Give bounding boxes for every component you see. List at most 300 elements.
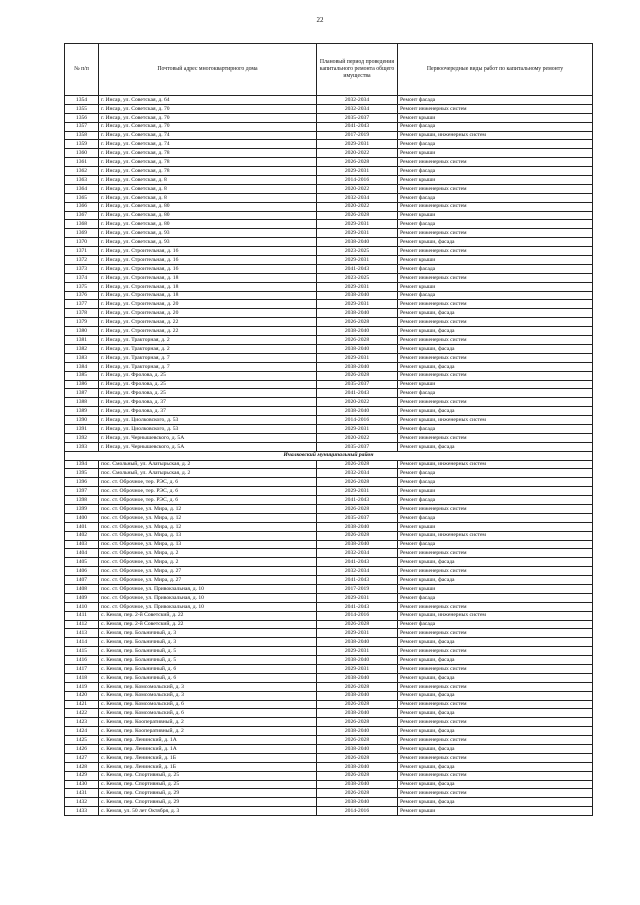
row-period: 2038-2040 bbox=[317, 691, 398, 700]
row-works: Ремонт крыши, фасада bbox=[398, 442, 593, 451]
table-row bbox=[65, 504, 593, 513]
table-row bbox=[65, 753, 593, 762]
row-address: г. Инсар, ул. Строительная, д. 22 bbox=[99, 318, 317, 327]
table-row bbox=[65, 264, 593, 273]
row-number: 1414 bbox=[65, 638, 99, 647]
row-number: 1361 bbox=[65, 158, 99, 167]
row-address: г. Инсар, ул. Чернышевского, д. 5А bbox=[99, 433, 317, 442]
row-number: 1376 bbox=[65, 291, 99, 300]
row-number: 1417 bbox=[65, 665, 99, 674]
table-row bbox=[65, 745, 593, 754]
table-row bbox=[65, 727, 593, 736]
table-row bbox=[65, 167, 593, 176]
row-address: г. Инсар, ул. Тракторная, д. 2 bbox=[99, 344, 317, 353]
row-address: с. Кемля, пер. Больничный, д. 6 bbox=[99, 665, 317, 674]
row-number: 1364 bbox=[65, 184, 99, 193]
row-number: 1385 bbox=[65, 371, 99, 380]
row-works: Ремонт крыши bbox=[398, 256, 593, 265]
row-works: Ремонт крыши, фасада bbox=[398, 238, 593, 247]
row-address: с. Кемля, пер. Ленинский, д. 1А bbox=[99, 745, 317, 754]
row-number: 1372 bbox=[65, 256, 99, 265]
row-period: 2026-2028 bbox=[317, 620, 398, 629]
table-row bbox=[65, 371, 593, 380]
row-number: 1413 bbox=[65, 629, 99, 638]
row-number: 1383 bbox=[65, 353, 99, 362]
row-works: Ремонт крыши bbox=[398, 113, 593, 122]
row-works: Ремонт инженерных систем bbox=[398, 549, 593, 558]
row-address: пос. ст. Оброчное, ул. Мира, д. 13 bbox=[99, 531, 317, 540]
row-address: пос. Смольный, ул. Алатырьская, д. 2 bbox=[99, 460, 317, 469]
row-number: 1390 bbox=[65, 416, 99, 425]
table-row bbox=[65, 353, 593, 362]
row-period: 2041-2043 bbox=[317, 558, 398, 567]
row-number: 1359 bbox=[65, 140, 99, 149]
row-number: 1393 bbox=[65, 442, 99, 451]
table-row bbox=[65, 220, 593, 229]
row-works: Ремонт крыши, инженерных систем bbox=[398, 460, 593, 469]
row-period: 2038-2040 bbox=[317, 540, 398, 549]
table-row bbox=[65, 736, 593, 745]
capital-repair-table bbox=[64, 43, 593, 816]
table-row bbox=[65, 469, 593, 478]
row-period: 2041-2043 bbox=[317, 264, 398, 273]
row-number: 1401 bbox=[65, 522, 99, 531]
row-number: 1404 bbox=[65, 549, 99, 558]
row-address: с. Кемля, пер. Спортивный, д. 25 bbox=[99, 771, 317, 780]
row-period: 2014-2016 bbox=[317, 176, 398, 185]
row-address: г. Инсар, ул. Советская, д. 80 bbox=[99, 220, 317, 229]
row-number: 1389 bbox=[65, 407, 99, 416]
row-address: пос. ст. Оброчное, тер. РЭС, д. 6 bbox=[99, 487, 317, 496]
table-row bbox=[65, 291, 593, 300]
row-number: 1406 bbox=[65, 567, 99, 576]
row-period: 2029-2031 bbox=[317, 220, 398, 229]
row-address: с. Кемля, пер. Комсомольский, д. 6 bbox=[99, 709, 317, 718]
row-address: г. Инсар, ул. Советская, д. 70 bbox=[99, 113, 317, 122]
row-works: Ремонт крыши, фасада bbox=[398, 407, 593, 416]
row-address: пос. ст. Оброчное, ул. Привокзальная, д. 10 bbox=[99, 602, 317, 611]
row-address: г. Инсар, ул. Тракторная, д. 7 bbox=[99, 362, 317, 371]
row-number: 1433 bbox=[65, 807, 99, 816]
table-row bbox=[65, 113, 593, 122]
row-address: г. Инсар, ул. Строительная, д. 16 bbox=[99, 256, 317, 265]
row-address: пос. ст. Оброчное, ул. Мира, д. 27 bbox=[99, 567, 317, 576]
table-row bbox=[65, 656, 593, 665]
row-period: 2038-2040 bbox=[317, 798, 398, 807]
row-works: Ремонт инженерных систем bbox=[398, 736, 593, 745]
row-number: 1354 bbox=[65, 96, 99, 105]
row-number: 1398 bbox=[65, 496, 99, 505]
row-period: 2020-2022 bbox=[317, 149, 398, 158]
row-period: 2014-2016 bbox=[317, 611, 398, 620]
table-row bbox=[65, 416, 593, 425]
row-period: 2026-2028 bbox=[317, 318, 398, 327]
row-works: Ремонт инженерных систем bbox=[398, 353, 593, 362]
row-address: с. Кемля, пер. Больничный, д. 5 bbox=[99, 656, 317, 665]
row-period: 2014-2016 bbox=[317, 416, 398, 425]
row-period: 2038-2040 bbox=[317, 407, 398, 416]
row-number: 1425 bbox=[65, 736, 99, 745]
row-period: 2020-2022 bbox=[317, 398, 398, 407]
table-row bbox=[65, 149, 593, 158]
table-row bbox=[65, 558, 593, 567]
row-period: 2020-2022 bbox=[317, 433, 398, 442]
row-works: Ремонт крыши bbox=[398, 380, 593, 389]
row-address: г. Инсар, ул. Строительная, д. 20 bbox=[99, 309, 317, 318]
row-works: Ремонт инженерных систем bbox=[398, 247, 593, 256]
row-address: г. Инсар, ул. Строительная, д. 18 bbox=[99, 291, 317, 300]
row-period: 2041-2043 bbox=[317, 122, 398, 131]
row-works: Ремонт крыши, фасада bbox=[398, 673, 593, 682]
table-row bbox=[65, 389, 593, 398]
row-works: Ремонт крыши bbox=[398, 522, 593, 531]
row-period: 2029-2031 bbox=[317, 229, 398, 238]
table-row bbox=[65, 193, 593, 202]
row-number: 1368 bbox=[65, 220, 99, 229]
row-number: 1392 bbox=[65, 433, 99, 442]
row-works: Ремонт инженерных систем bbox=[398, 273, 593, 282]
row-number: 1375 bbox=[65, 282, 99, 291]
row-works: Ремонт инженерных систем bbox=[398, 433, 593, 442]
row-number: 1394 bbox=[65, 460, 99, 469]
table-row bbox=[65, 593, 593, 602]
row-period: 2038-2040 bbox=[317, 709, 398, 718]
row-works: Ремонт крыши, инженерных систем bbox=[398, 131, 593, 140]
row-number: 1410 bbox=[65, 602, 99, 611]
row-number: 1428 bbox=[65, 762, 99, 771]
table-row bbox=[65, 602, 593, 611]
row-works: Ремонт крыши bbox=[398, 282, 593, 291]
table-row bbox=[65, 256, 593, 265]
row-address: с. Кемля, пер. Комсомольский, д. 3 bbox=[99, 682, 317, 691]
row-address: г. Инсар, ул. Чернышевского, д. 5А bbox=[99, 442, 317, 451]
table-row bbox=[65, 638, 593, 647]
row-period: 2038-2040 bbox=[317, 291, 398, 300]
row-address: г. Инсар, ул. Фролова, д. 37 bbox=[99, 398, 317, 407]
row-works: Ремонт инженерных систем bbox=[398, 567, 593, 576]
row-address: с. Кемля, пер. Ленинский, д. 1Б bbox=[99, 753, 317, 762]
row-period: 2017-2019 bbox=[317, 131, 398, 140]
row-period: 2041-2043 bbox=[317, 389, 398, 398]
row-address: с. Кемля, пер. Больничный, д. 5 bbox=[99, 647, 317, 656]
row-address: пос. ст. Оброчное, ул. Мира, д. 2 bbox=[99, 558, 317, 567]
row-works: Ремонт инженерных систем bbox=[398, 789, 593, 798]
row-number: 1358 bbox=[65, 131, 99, 140]
row-period: 2026-2028 bbox=[317, 531, 398, 540]
row-period: 2029-2031 bbox=[317, 300, 398, 309]
table-row bbox=[65, 176, 593, 185]
row-period: 2038-2040 bbox=[317, 238, 398, 247]
row-address: с. Кемля, пер. Спортивный, д. 29 bbox=[99, 789, 317, 798]
row-number: 1412 bbox=[65, 620, 99, 629]
row-period: 2026-2028 bbox=[317, 789, 398, 798]
table-row bbox=[65, 513, 593, 522]
row-number: 1430 bbox=[65, 780, 99, 789]
table-header-row bbox=[65, 44, 593, 96]
row-works: Ремонт крыши, фасада bbox=[398, 576, 593, 585]
row-period: 2026-2028 bbox=[317, 736, 398, 745]
row-works: Ремонт инженерных систем bbox=[398, 504, 593, 513]
row-works: Ремонт фасада bbox=[398, 389, 593, 398]
row-works: Ремонт фасада bbox=[398, 513, 593, 522]
row-period: 2038-2040 bbox=[317, 745, 398, 754]
row-works: Ремонт инженерных систем bbox=[398, 629, 593, 638]
row-period: 2035-2037 bbox=[317, 113, 398, 122]
row-works: Ремонт инженерных систем bbox=[398, 300, 593, 309]
row-number: 1419 bbox=[65, 682, 99, 691]
row-works: Ремонт фасада bbox=[398, 291, 593, 300]
table-row bbox=[65, 780, 593, 789]
row-period: 2026-2028 bbox=[317, 158, 398, 167]
row-address: г. Инсар, ул. Советская, д. 70 bbox=[99, 104, 317, 113]
section-title: Ичалковский муниципальный район bbox=[65, 451, 593, 460]
row-number: 1360 bbox=[65, 149, 99, 158]
row-period: 2029-2031 bbox=[317, 140, 398, 149]
row-period: 2029-2031 bbox=[317, 167, 398, 176]
row-works: Ремонт инженерных систем bbox=[398, 682, 593, 691]
table-row bbox=[65, 487, 593, 496]
table-row bbox=[65, 629, 593, 638]
row-number: 1386 bbox=[65, 380, 99, 389]
row-period: 2029-2031 bbox=[317, 593, 398, 602]
row-period: 2038-2040 bbox=[317, 727, 398, 736]
row-number: 1427 bbox=[65, 753, 99, 762]
table-row bbox=[65, 104, 593, 113]
row-works: Ремонт инженерных систем bbox=[398, 371, 593, 380]
row-period: 2026-2028 bbox=[317, 371, 398, 380]
row-period: 2038-2040 bbox=[317, 762, 398, 771]
table-row bbox=[65, 273, 593, 282]
row-number: 1381 bbox=[65, 336, 99, 345]
row-period: 2038-2040 bbox=[317, 309, 398, 318]
row-period: 2029-2031 bbox=[317, 353, 398, 362]
row-period: 2026-2028 bbox=[317, 336, 398, 345]
header-address: Почтовый адрес многоквартирного дома bbox=[99, 44, 317, 96]
row-address: г. Инсар, ул. Циолковского, д. 53 bbox=[99, 424, 317, 433]
row-number: 1416 bbox=[65, 656, 99, 665]
row-works: Ремонт крыши, инженерных систем bbox=[398, 416, 593, 425]
row-number: 1402 bbox=[65, 531, 99, 540]
row-period: 2038-2040 bbox=[317, 673, 398, 682]
row-address: г. Инсар, ул. Тракторная, д. 7 bbox=[99, 353, 317, 362]
table-row bbox=[65, 229, 593, 238]
row-address: г. Инсар, ул. Советская, д. 80 bbox=[99, 211, 317, 220]
row-address: пос. ст. Оброчное, ул. Мира, д. 12 bbox=[99, 522, 317, 531]
row-works: Ремонт крыши, фасада bbox=[398, 327, 593, 336]
header-number: № п/п bbox=[65, 44, 99, 96]
row-works: Ремонт инженерных систем bbox=[398, 229, 593, 238]
table-row bbox=[65, 691, 593, 700]
row-period: 2038-2040 bbox=[317, 522, 398, 531]
row-period: 2032-2034 bbox=[317, 104, 398, 113]
row-address: пос. ст. Оброчное, ул. Мира, д. 12 bbox=[99, 513, 317, 522]
row-number: 1384 bbox=[65, 362, 99, 371]
row-works: Ремонт крыши, фасада bbox=[398, 656, 593, 665]
row-works: Ремонт крыши, фасада bbox=[398, 558, 593, 567]
row-period: 2020-2022 bbox=[317, 202, 398, 211]
row-period: 2029-2031 bbox=[317, 487, 398, 496]
row-works: Ремонт инженерных систем bbox=[398, 158, 593, 167]
row-number: 1370 bbox=[65, 238, 99, 247]
row-number: 1387 bbox=[65, 389, 99, 398]
row-works: Ремонт фасада bbox=[398, 167, 593, 176]
row-address: г. Инсар, ул. Советская, д. 74 bbox=[99, 131, 317, 140]
row-number: 1374 bbox=[65, 273, 99, 282]
table-row bbox=[65, 327, 593, 336]
row-number: 1420 bbox=[65, 691, 99, 700]
row-address: г. Инсар, ул. Циолковского, д. 53 bbox=[99, 416, 317, 425]
row-period: 2029-2031 bbox=[317, 282, 398, 291]
row-period: 2026-2028 bbox=[317, 211, 398, 220]
row-number: 1388 bbox=[65, 398, 99, 407]
row-works: Ремонт крыши, фасада bbox=[398, 709, 593, 718]
row-number: 1409 bbox=[65, 593, 99, 602]
table-row bbox=[65, 344, 593, 353]
table-row bbox=[65, 682, 593, 691]
row-works: Ремонт крыши bbox=[398, 149, 593, 158]
row-works: Ремонт фасада bbox=[398, 424, 593, 433]
row-period: 2032-2034 bbox=[317, 469, 398, 478]
row-address: г. Инсар, ул. Строительная, д. 22 bbox=[99, 327, 317, 336]
row-number: 1363 bbox=[65, 176, 99, 185]
row-works: Ремонт крыши, фасада bbox=[398, 309, 593, 318]
row-works: Ремонт инженерных систем bbox=[398, 602, 593, 611]
row-works: Ремонт крыши, фасада bbox=[398, 762, 593, 771]
row-address: с. Кемля, пер. Спортивный, д. 29 bbox=[99, 798, 317, 807]
table-row bbox=[65, 211, 593, 220]
table-row bbox=[65, 309, 593, 318]
row-address: с. Кемля, ул. 50 лет Октября, д. 3 bbox=[99, 807, 317, 816]
row-address: г. Инсар, ул. Советская, д. 8 bbox=[99, 193, 317, 202]
row-works: Ремонт крыши bbox=[398, 211, 593, 220]
row-works: Ремонт инженерных систем bbox=[398, 647, 593, 656]
table-row bbox=[65, 540, 593, 549]
row-address: г. Инсар, ул. Советская, д. 74 bbox=[99, 140, 317, 149]
row-number: 1379 bbox=[65, 318, 99, 327]
header-period: Плановый период проведения капитального ремонта общего имущества bbox=[317, 44, 398, 96]
row-works: Ремонт крыши bbox=[398, 807, 593, 816]
table-row bbox=[65, 584, 593, 593]
row-address: с. Кемля, пер. Больничный, д. 6 bbox=[99, 673, 317, 682]
row-number: 1380 bbox=[65, 327, 99, 336]
row-address: г. Инсар, ул. Советская, д. 78 bbox=[99, 149, 317, 158]
row-address: г. Инсар, ул. Строительная, д. 20 bbox=[99, 300, 317, 309]
row-address: пос. ст. Оброчное, ул. Мира, д. 2 bbox=[99, 549, 317, 558]
row-number: 1399 bbox=[65, 504, 99, 513]
row-works: Ремонт фасада bbox=[398, 122, 593, 131]
table-row bbox=[65, 122, 593, 131]
row-works: Ремонт фасада bbox=[398, 540, 593, 549]
row-period: 2026-2028 bbox=[317, 682, 398, 691]
row-address: г. Инсар, ул. Строительная, д. 18 bbox=[99, 282, 317, 291]
row-number: 1426 bbox=[65, 745, 99, 754]
row-works: Ремонт инженерных систем bbox=[398, 202, 593, 211]
row-address: пос. ст. Оброчное, тер. РЭС, д. 6 bbox=[99, 496, 317, 505]
row-period: 2038-2040 bbox=[317, 344, 398, 353]
row-number: 1403 bbox=[65, 540, 99, 549]
row-period: 2035-2037 bbox=[317, 513, 398, 522]
row-period: 2038-2040 bbox=[317, 780, 398, 789]
row-works: Ремонт фасада bbox=[398, 593, 593, 602]
table-row bbox=[65, 522, 593, 531]
row-address: г. Инсар, ул. Советская, д. 8 bbox=[99, 176, 317, 185]
row-period: 2032-2034 bbox=[317, 96, 398, 105]
row-works: Ремонт фасада bbox=[398, 496, 593, 505]
table-row bbox=[65, 567, 593, 576]
table-row bbox=[65, 496, 593, 505]
table-row bbox=[65, 96, 593, 105]
row-period: 2029-2031 bbox=[317, 256, 398, 265]
row-address: с. Кемля, пер. Кооперативный, д. 2 bbox=[99, 727, 317, 736]
table-row bbox=[65, 282, 593, 291]
row-period: 2023-2025 bbox=[317, 247, 398, 256]
row-address: г. Инсар, ул. Советская, д. 93 bbox=[99, 238, 317, 247]
header-works: Первоочередные виды работ по капитальному ремонту bbox=[398, 44, 593, 96]
row-works: Ремонт фасада bbox=[398, 620, 593, 629]
row-works: Ремонт фасада bbox=[398, 478, 593, 487]
table-row bbox=[65, 709, 593, 718]
row-period: 2041-2043 bbox=[317, 496, 398, 505]
row-address: г. Инсар, ул. Советская, д. 93 bbox=[99, 229, 317, 238]
row-number: 1415 bbox=[65, 647, 99, 656]
table-row bbox=[65, 718, 593, 727]
row-number: 1422 bbox=[65, 709, 99, 718]
row-period: 2026-2028 bbox=[317, 700, 398, 709]
table-row bbox=[65, 184, 593, 193]
row-period: 2041-2043 bbox=[317, 602, 398, 611]
table-row bbox=[65, 407, 593, 416]
table-row bbox=[65, 762, 593, 771]
row-address: г. Инсар, ул. Советская, д. 80 bbox=[99, 202, 317, 211]
row-number: 1432 bbox=[65, 798, 99, 807]
row-address: пос. ст. Оброчное, ул. Привокзальная, д. 10 bbox=[99, 584, 317, 593]
table-row bbox=[65, 798, 593, 807]
row-period: 2038-2040 bbox=[317, 362, 398, 371]
row-address: г. Инсар, ул. Фролова, д. 25 bbox=[99, 380, 317, 389]
row-works: Ремонт фасада bbox=[398, 96, 593, 105]
row-address: г. Инсар, ул. Советская, д. 64 bbox=[99, 96, 317, 105]
row-address: с. Кемля, пер. 2-й Советский, д. 22 bbox=[99, 620, 317, 629]
row-works: Ремонт инженерных систем bbox=[398, 665, 593, 674]
row-number: 1377 bbox=[65, 300, 99, 309]
row-address: с. Кемля, пер. Ленинский, д. 1Б bbox=[99, 762, 317, 771]
row-works: Ремонт крыши, фасада bbox=[398, 362, 593, 371]
row-works: Ремонт фасада bbox=[398, 193, 593, 202]
row-works: Ремонт крыши, фасада bbox=[398, 691, 593, 700]
row-number: 1378 bbox=[65, 309, 99, 318]
row-period: 2038-2040 bbox=[317, 656, 398, 665]
row-number: 1356 bbox=[65, 113, 99, 122]
row-number: 1369 bbox=[65, 229, 99, 238]
row-number: 1400 bbox=[65, 513, 99, 522]
row-address: с. Кемля, пер. 2-й Советский, д. 22 bbox=[99, 611, 317, 620]
row-period: 2026-2028 bbox=[317, 753, 398, 762]
table-row bbox=[65, 700, 593, 709]
row-works: Ремонт крыши, фасада bbox=[398, 638, 593, 647]
row-period: 2038-2040 bbox=[317, 638, 398, 647]
row-address: пос. ст. Оброчное, тер. РЭС, д. 6 bbox=[99, 478, 317, 487]
table-row bbox=[65, 238, 593, 247]
row-address: г. Инсар, ул. Советская, д. 78 bbox=[99, 158, 317, 167]
table-row bbox=[65, 620, 593, 629]
row-address: г. Инсар, ул. Советская, д. 78 bbox=[99, 167, 317, 176]
row-period: 2020-2022 bbox=[317, 184, 398, 193]
row-period: 2032-2034 bbox=[317, 567, 398, 576]
row-number: 1423 bbox=[65, 718, 99, 727]
row-period: 2032-2034 bbox=[317, 193, 398, 202]
row-address: г. Инсар, ул. Строительная, д. 16 bbox=[99, 264, 317, 273]
row-works: Ремонт инженерных систем bbox=[398, 398, 593, 407]
